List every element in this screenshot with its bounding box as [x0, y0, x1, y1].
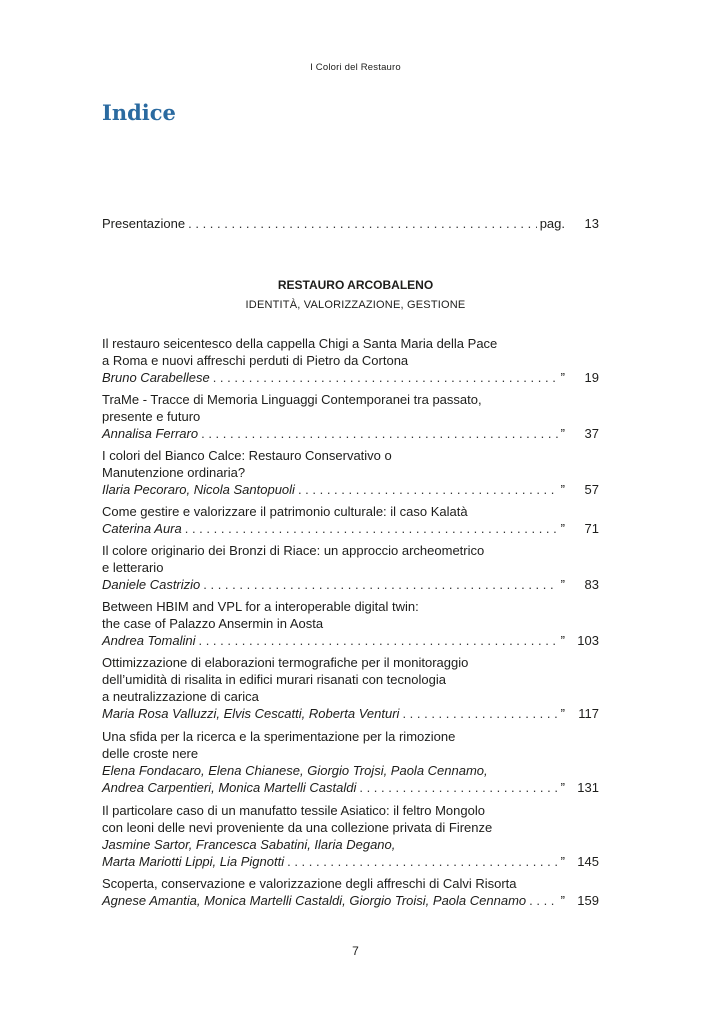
toc-author-row	[102, 705, 599, 722]
toc-entry[interactable]	[102, 391, 599, 442]
toc-entry-title-line: Between HBIM and VPL for a interoperable digital twin:	[102, 599, 419, 614]
toc-entry[interactable]	[102, 728, 599, 796]
toc-entry-title: Presentazione	[102, 216, 186, 231]
toc-author-row	[102, 481, 599, 498]
toc-entry-title-line: Una sfida per la ricerca e la sperimentazione per la rimozione	[102, 729, 456, 744]
toc-page-number: 131	[577, 780, 599, 795]
ditto-mark: ”	[560, 426, 565, 441]
toc-entry-title-line: TraMe - Tracce di Memoria Linguaggi Contemporanei tra passato,	[102, 392, 482, 407]
toc-entry-author: Caterina Aura	[102, 521, 182, 536]
toc-entry-title-line: Il particolare caso di un manufatto tessile Asiatico: il feltro Mongolo	[102, 803, 485, 818]
toc-author-row	[102, 853, 599, 870]
ditto-mark: ”	[560, 780, 565, 795]
toc-author-row	[102, 779, 599, 796]
toc-page-number: 83	[584, 577, 599, 592]
toc-entry[interactable]	[102, 447, 599, 498]
toc-page-number: 145	[577, 854, 599, 869]
page-number: 7	[352, 944, 359, 958]
ditto-mark: ”	[560, 577, 565, 592]
toc-entry[interactable]	[102, 335, 599, 386]
toc-author-row	[102, 892, 599, 909]
dot-leader	[188, 215, 537, 232]
toc-entry-author: Marta Mariotti Lippi, Lia Pignotti	[102, 854, 285, 869]
dot-leader	[298, 481, 558, 498]
toc-entry-title-line: e letterario	[102, 560, 164, 575]
toc-page-number: 117	[578, 706, 599, 721]
section-title: RESTAURO ARCOBALENO	[277, 278, 434, 292]
toc-entry-title-line: con leoni delle nevi proveniente da una collezione privata di Firenze	[102, 820, 493, 835]
toc-entry[interactable]	[102, 542, 599, 593]
ditto-mark: ”	[560, 633, 565, 648]
toc-page-number: 103	[577, 633, 599, 648]
toc-entry[interactable]	[102, 598, 599, 649]
toc-author-row	[102, 632, 599, 649]
ditto-mark: ”	[560, 521, 565, 536]
toc-entry-title-line: Ottimizzazione di elaborazioni termografiche per il monitoraggio	[102, 655, 469, 670]
dot-leader	[213, 369, 558, 386]
toc-entry-title-line: Manutenzione ordinaria?	[102, 465, 246, 480]
toc-author-row	[102, 425, 599, 442]
toc-entry[interactable]	[102, 875, 599, 909]
ditto-mark: ”	[560, 482, 565, 497]
dot-leader	[359, 779, 557, 796]
toc-page-number: 71	[584, 521, 599, 536]
dot-leader	[203, 576, 557, 593]
dot-leader	[198, 632, 557, 649]
toc-page-number: 159	[577, 893, 599, 908]
dot-leader	[287, 853, 558, 870]
toc-entry-author: Daniele Castrizio	[102, 577, 201, 592]
toc-entry-title-line: dell’umidità di risalita in edifici murari risanati con tecnologia	[102, 672, 446, 687]
page-title: Indice	[102, 100, 176, 125]
toc-page-number: 19	[584, 370, 599, 385]
toc-entry-title-line: the case of Palazzo Ansermin in Aosta	[102, 616, 324, 631]
toc-author-row	[102, 369, 599, 386]
toc-page-number: 37	[584, 426, 599, 441]
toc-entry-title-line: Scoperta, conservazione e valorizzazione degli affreschi di Calvi Risorta	[102, 876, 517, 891]
toc-entry-author: Agnese Amantia, Monica Martelli Castaldi, Giorgio Troisi, Paola Cennamo	[102, 893, 527, 908]
running-header: I Colori del Restauro	[310, 62, 401, 73]
toc-author-row	[102, 576, 599, 593]
toc-entry-title-line: a Roma e nuovi affreschi perduti di Pietro da Cortona	[102, 353, 409, 368]
toc-entry[interactable]	[102, 503, 599, 537]
toc-entry-author: Ilaria Pecoraro, Nicola Santopuoli	[102, 482, 295, 497]
toc-entry-author-line: Jasmine Sartor, Francesca Sabatini, Ilaria Degano,	[102, 837, 396, 852]
toc-entry-author: Andrea Carpentieri, Monica Martelli Castaldi	[102, 780, 357, 795]
dot-leader	[402, 705, 557, 722]
pag-label: pag.	[539, 216, 565, 231]
ditto-mark: ”	[560, 893, 565, 908]
ditto-mark: ”	[560, 854, 565, 869]
toc-entry[interactable]	[102, 654, 599, 722]
toc-entry-title-line: delle croste nere	[102, 746, 199, 761]
toc-author-row	[102, 520, 599, 537]
dot-leader	[185, 520, 558, 537]
toc-page-number: 13	[584, 216, 599, 231]
toc-entry-author: Maria Rosa Valluzzi, Elvis Cescatti, Roberta Venturi	[102, 706, 400, 721]
ditto-mark: ”	[560, 370, 565, 385]
toc-entry-author-line: Elena Fondacaro, Elena Chianese, Giorgio Trojsi, Paola Cennamo,	[102, 763, 488, 778]
toc-entry-author: Andrea Tomalini	[102, 633, 196, 648]
toc-entry[interactable]	[102, 802, 599, 870]
dot-leader	[529, 892, 558, 909]
toc-entry-presentazione[interactable]	[102, 215, 599, 232]
toc-entry-title-line: Il restauro seicentesco della cappella Chigi a Santa Maria della Pace	[102, 336, 498, 351]
dot-leader	[201, 425, 558, 442]
toc-entry-author: Bruno Carabellese	[102, 370, 210, 385]
toc-entry-title-line: Come gestire e valorizzare il patrimonio culturale: il caso Kalatà	[102, 504, 468, 519]
toc-page-number: 57	[584, 482, 599, 497]
toc-entry-title-line: Il colore originario dei Bronzi di Riace: un approccio archeometrico	[102, 543, 485, 558]
toc-entry-title-line: a neutralizzazione di carica	[102, 689, 259, 704]
section-subtitle: IDENTITÀ, VALORIZZAZIONE, GESTIONE	[245, 299, 466, 311]
toc-entry-author: Annalisa Ferraro	[102, 426, 199, 441]
toc-entry-title-line: presente e futuro	[102, 409, 201, 424]
ditto-mark: ”	[560, 706, 565, 721]
toc-entry-title-line: I colori del Bianco Calce: Restauro Conservativo o	[102, 448, 392, 463]
